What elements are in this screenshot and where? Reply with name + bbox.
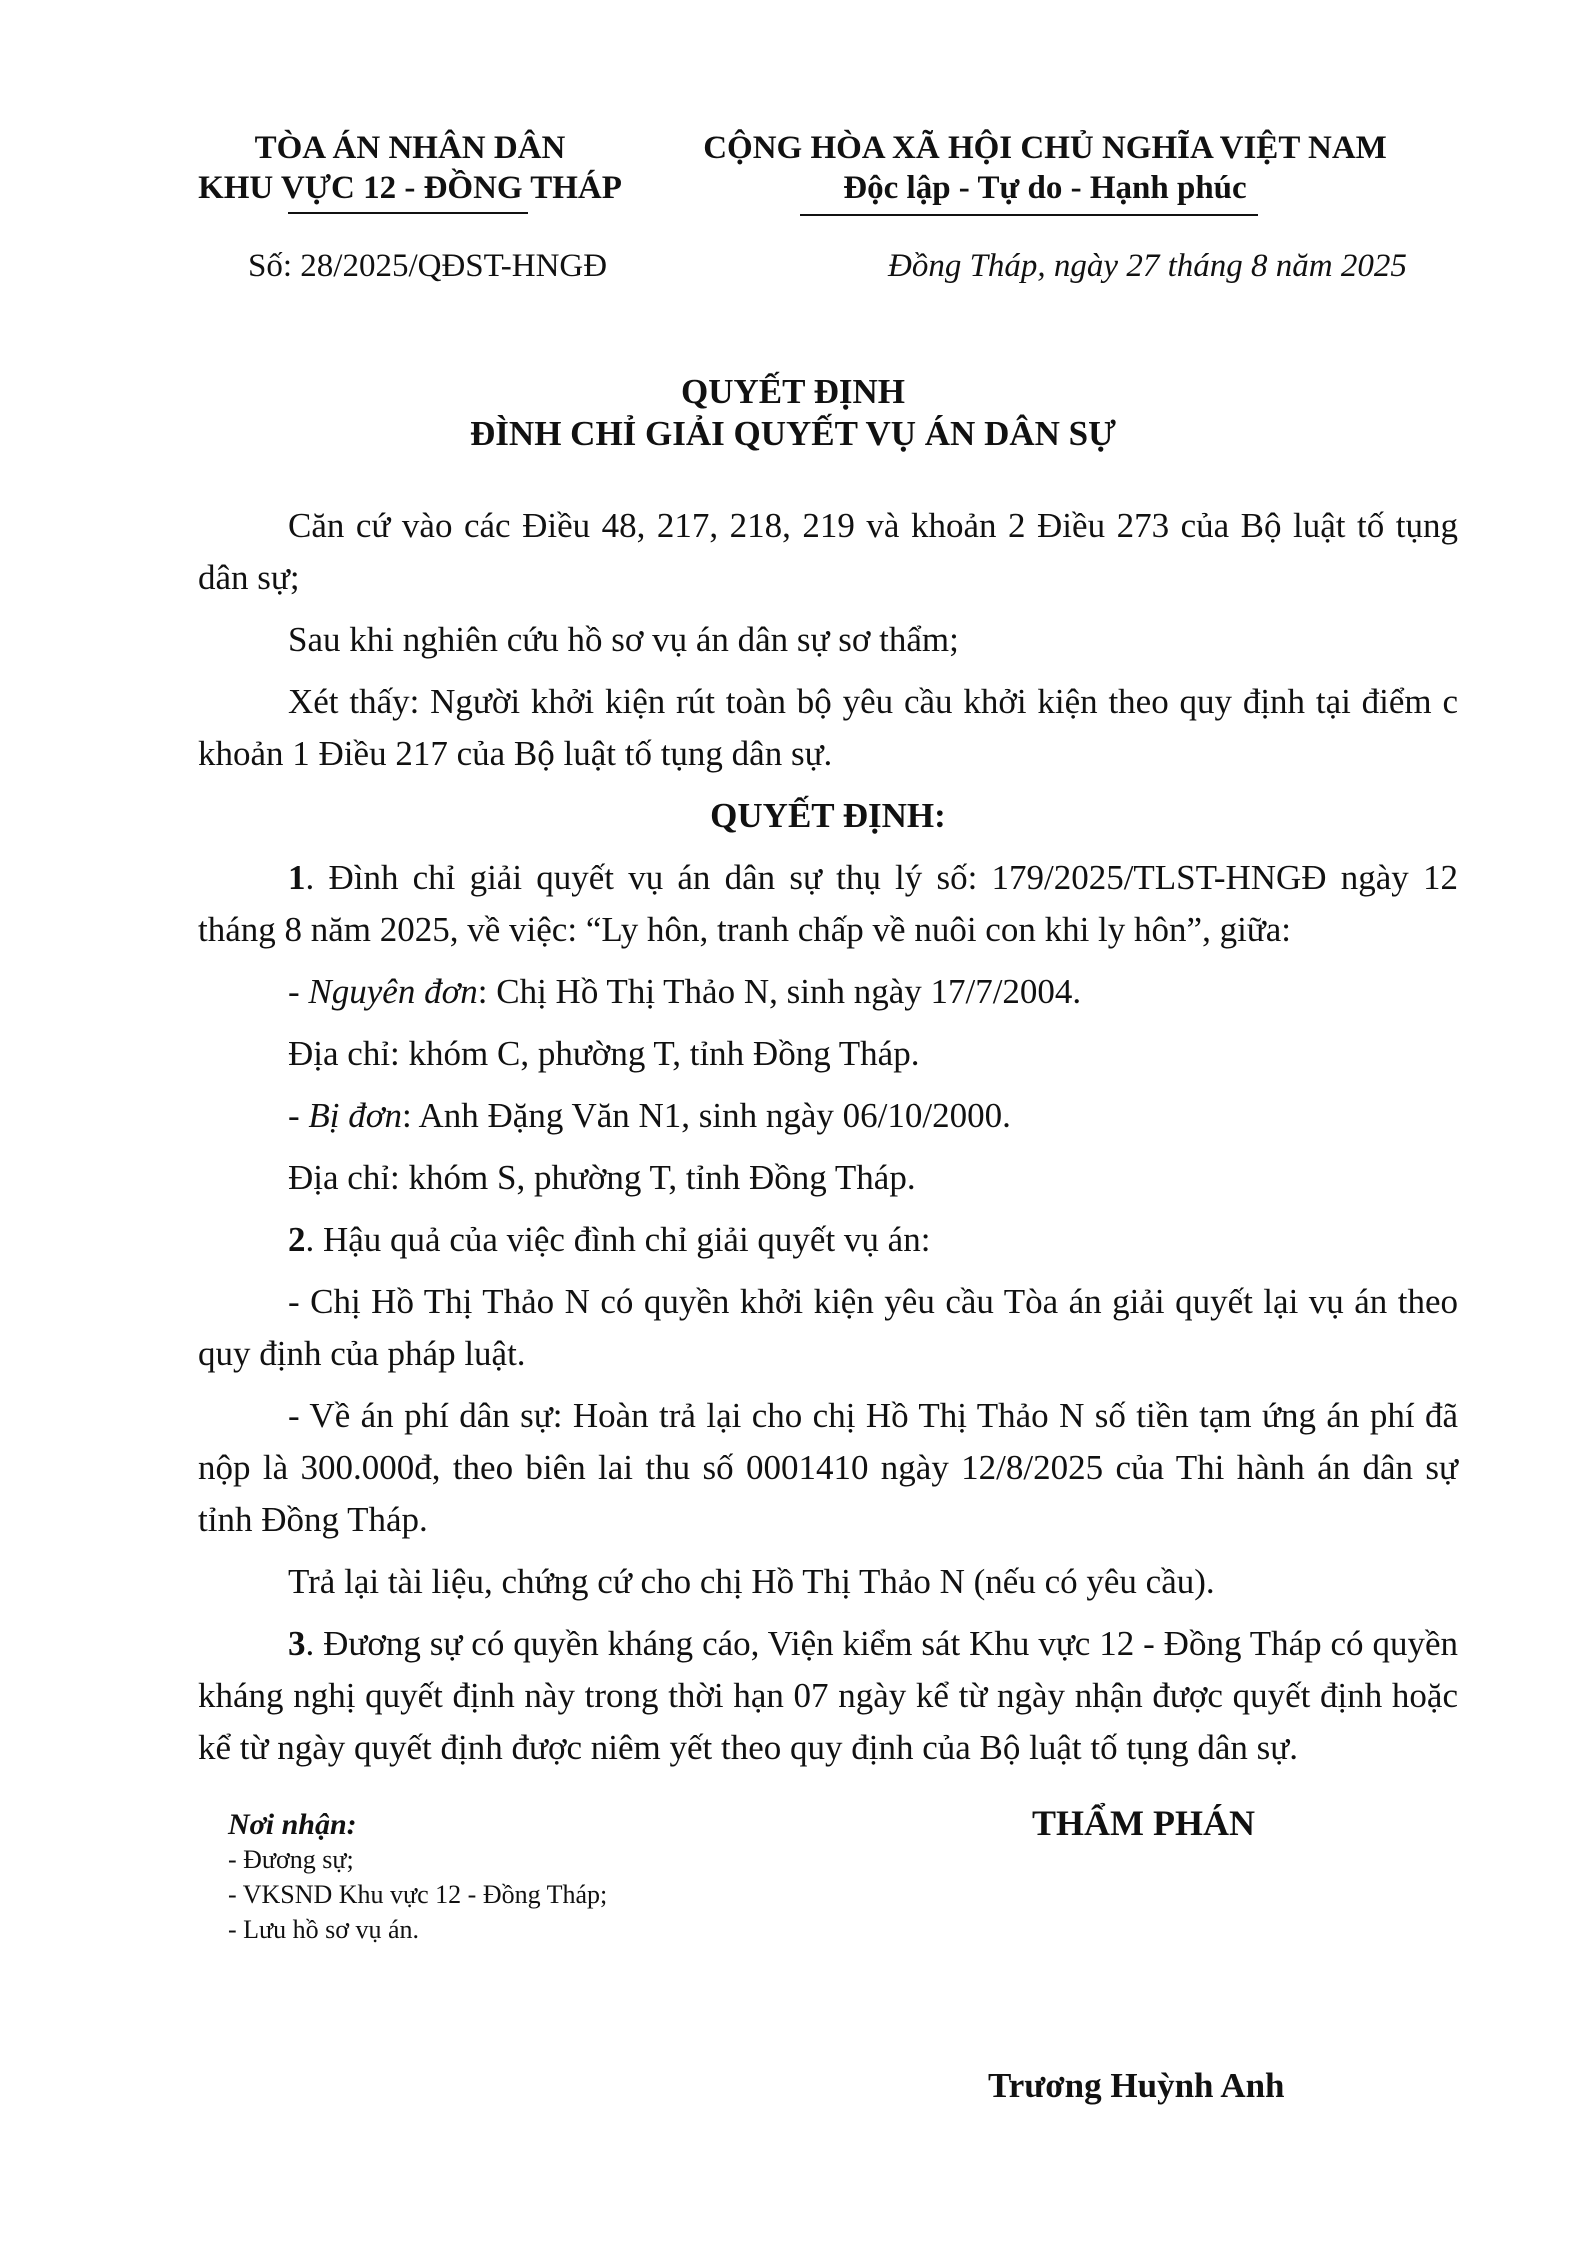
place-date: Đồng Tháp, ngày 27 tháng 8 năm 2025 [888, 248, 1407, 284]
item-2-text: . Hậu quả của việc đình chỉ giải quyết vụ án: [305, 1220, 931, 1259]
item-1 [198, 852, 1458, 956]
signature-title: THẨM PHÁN [1032, 1803, 1255, 1843]
plaintiff-address: Địa chỉ: khóm C, phường T, tỉnh Đồng Tháp. [288, 1034, 920, 1073]
document-subtitle: ĐÌNH CHỈ GIẢI QUYẾT VỤ ÁN DÂN SỰ [470, 414, 1116, 453]
court-line2: KHU VỰC 12 - ĐỒNG THÁP [198, 170, 622, 206]
document-title: QUYẾT ĐỊNH [681, 372, 905, 411]
defendant-prefix: - [288, 1096, 309, 1135]
plaintiff-prefix: - [288, 972, 309, 1011]
item-2-a: - Chị Hồ Thị Thảo N có quyền khởi kiện yêu cầu Tòa án giải quyết lại vụ án theo quy định của pháp luật. [198, 1282, 1458, 1373]
nation-motto: Độc lập - Tự do - Hạnh phúc [843, 170, 1247, 206]
defendant-label: Bị đơn [308, 1096, 402, 1135]
court-name [150, 128, 670, 208]
nation-header [700, 128, 1390, 208]
decision-heading: QUYẾT ĐỊNH: [710, 796, 946, 835]
item-3-text: . Đương sự có quyền kháng cáo, Viện kiểm sát Khu vực 12 - Đồng Tháp có quyền kháng nghị quyết định này trong thời hạn 07 ngày kể từ ngày nhận được quyết định hoặc kể từ ngày quyết định được niêm yết theo quy định của Bộ luật tố tụng dân sự. [198, 1624, 1458, 1767]
recipients-title: Nơi nhận: [228, 1808, 357, 1841]
plaintiff-label: Nguyên đơn [308, 972, 478, 1011]
document-number: Số: 28/2025/QĐST-HNGĐ [248, 248, 608, 284]
item-2-c: Trả lại tài liệu, chứng cứ cho chị Hồ Thị Thảo N (nếu có yêu cầu). [288, 1562, 1215, 1601]
basis-paragraph-2: Sau khi nghiên cứu hồ sơ vụ án dân sự sơ thẩm; [288, 620, 959, 659]
recipient-item: - Lưu hồ sơ vụ án. [228, 1915, 420, 1944]
defendant-address: Địa chỉ: khóm S, phường T, tỉnh Đồng Tháp. [288, 1158, 916, 1197]
court-line1: TÒA ÁN NHÂN DÂN [254, 130, 566, 166]
item-2 [198, 1214, 1458, 1266]
recipients-block [228, 1808, 607, 1947]
signer-name: Trương Huỳnh Anh [988, 2066, 1285, 2105]
item-2-number: 2 [288, 1220, 306, 1259]
item-3 [198, 1618, 1458, 1774]
item-2-b: - Về án phí dân sự: Hoàn trả lại cho chị Hồ Thị Thảo N số tiền tạm ứng án phí đã nộp là 300.000đ, theo biên lai thu số 0001410 ngày 12/8/2025 của Thi hành án dân sự tỉnh Đồng Tháp. [198, 1396, 1458, 1539]
basis-paragraph-1: Căn cứ vào các Điều 48, 217, 218, 219 và khoản 2 Điều 273 của Bộ luật tố tụng dân sự; [198, 506, 1458, 597]
nation-line1: CỘNG HÒA XÃ HỘI CHỦ NGHĨA VIỆT NAM [703, 130, 1387, 166]
court-underline [288, 212, 528, 214]
plaintiff [198, 966, 1458, 1018]
defendant-text: : Anh Đặng Văn N1, sinh ngày 06/10/2000. [401, 1096, 1011, 1135]
document-body [198, 500, 1458, 1784]
item-1-number: 1 [288, 858, 306, 897]
plaintiff-text: : Chị Hồ Thị Thảo N, sinh ngày 17/7/2004. [477, 972, 1082, 1011]
basis-paragraph-3: Xét thấy: Người khởi kiện rút toàn bộ yêu cầu khởi kiện theo quy định tại điểm c khoản 1 Điều 217 của Bộ luật tố tụng dân sự. [198, 682, 1458, 773]
item-3-number: 3 [288, 1624, 306, 1663]
recipient-item: - Đương sự; [228, 1845, 354, 1874]
motto-underline [800, 214, 1258, 216]
defendant [198, 1090, 1458, 1142]
item-1-text: . Đình chỉ giải quyết vụ án dân sự thụ lý số: 179/2025/TLST-HNGĐ ngày 12 tháng 8 năm 2025, về việc: “Ly hôn, tranh chấp về nuôi con khi ly hôn”, giữa: [198, 858, 1458, 949]
recipient-item: - VKSND Khu vực 12 - Đồng Tháp; [228, 1880, 608, 1909]
